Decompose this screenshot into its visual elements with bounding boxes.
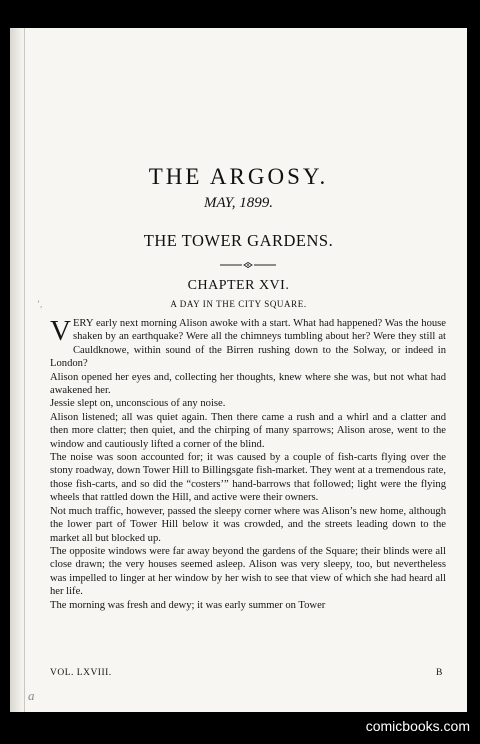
paragraph-5: The noise was soon accounted for; it was caused by a couple of fish-carts flying over the stony roadway, down Tower Hill to Billingsgate fish-market. They went at a tremendous rate, those fish-carts, and so did the “costers’” hand-barrows that followed; light were the flying wheels that rattled down the Hill, and active were their owners.	[50, 452, 446, 504]
ornament-divider-icon	[218, 262, 278, 268]
issue-date: MAY, 1899.	[203, 195, 274, 211]
book-page	[10, 28, 467, 712]
chapter-subtitle: A DAY IN THE CITY SQUARE.	[170, 299, 307, 309]
paragraph-4: Alison listened; all was quiet again. Then there came a rush and a whirl and a clatter and then more clatter; then quiet, and the chirping of many sparrows; Alison arose, went to the window and cautiously lifted a corner of the blind.	[50, 411, 446, 450]
paragraph-8: The morning was fresh and dewy; it was early summer on Tower	[50, 599, 326, 611]
paragraph-2: Alison opened her eyes and, collecting her thoughts, knew where she was, but not what had awakened her.	[50, 371, 446, 397]
paragraph-1-text: ERY early next morning Alison awoke with a start. What had happened? Was the house shaken by an earthquake? Were all the chimneys tumbling about her? Were they still at Cauldknowe, within sound of the Birren rushing down to the Solway, or indeed in London?	[50, 318, 446, 370]
pencil-note: a	[28, 688, 35, 703]
chapter-heading: CHAPTER XVI.	[187, 278, 290, 293]
margin-stray-mark: ’,	[37, 299, 43, 309]
site-watermark: comicbooks.com	[365, 718, 470, 734]
signature-mark: B	[436, 668, 443, 678]
paragraph-1	[50, 317, 446, 371]
magazine-masthead: THE ARGOSY.	[148, 164, 329, 189]
paragraph-6: Not much traffic, however, passed the sleepy corner where was Alison’s new home, although the lower part of Tower Hill below it was crowded, and the streets leading down to the market all but blocked up.	[50, 505, 446, 544]
drop-cap: V	[50, 315, 71, 347]
story-title: THE TOWER GARDENS.	[143, 231, 334, 250]
paragraph-7: The opposite windows were far away beyond the gardens of the Square; their blinds were all close drawn; the very houses seemed asleep. Alison was very sleepy, too, but nevertheless was impelled to linger at her window by her wish to see that view of which she had heard all her life.	[50, 545, 446, 598]
body-text	[50, 317, 446, 612]
volume-number: VOL. LXVIII.	[50, 668, 112, 678]
gutter-line	[24, 28, 25, 712]
paragraph-3: Jessie slept on, unconscious of any noise.	[50, 398, 226, 410]
